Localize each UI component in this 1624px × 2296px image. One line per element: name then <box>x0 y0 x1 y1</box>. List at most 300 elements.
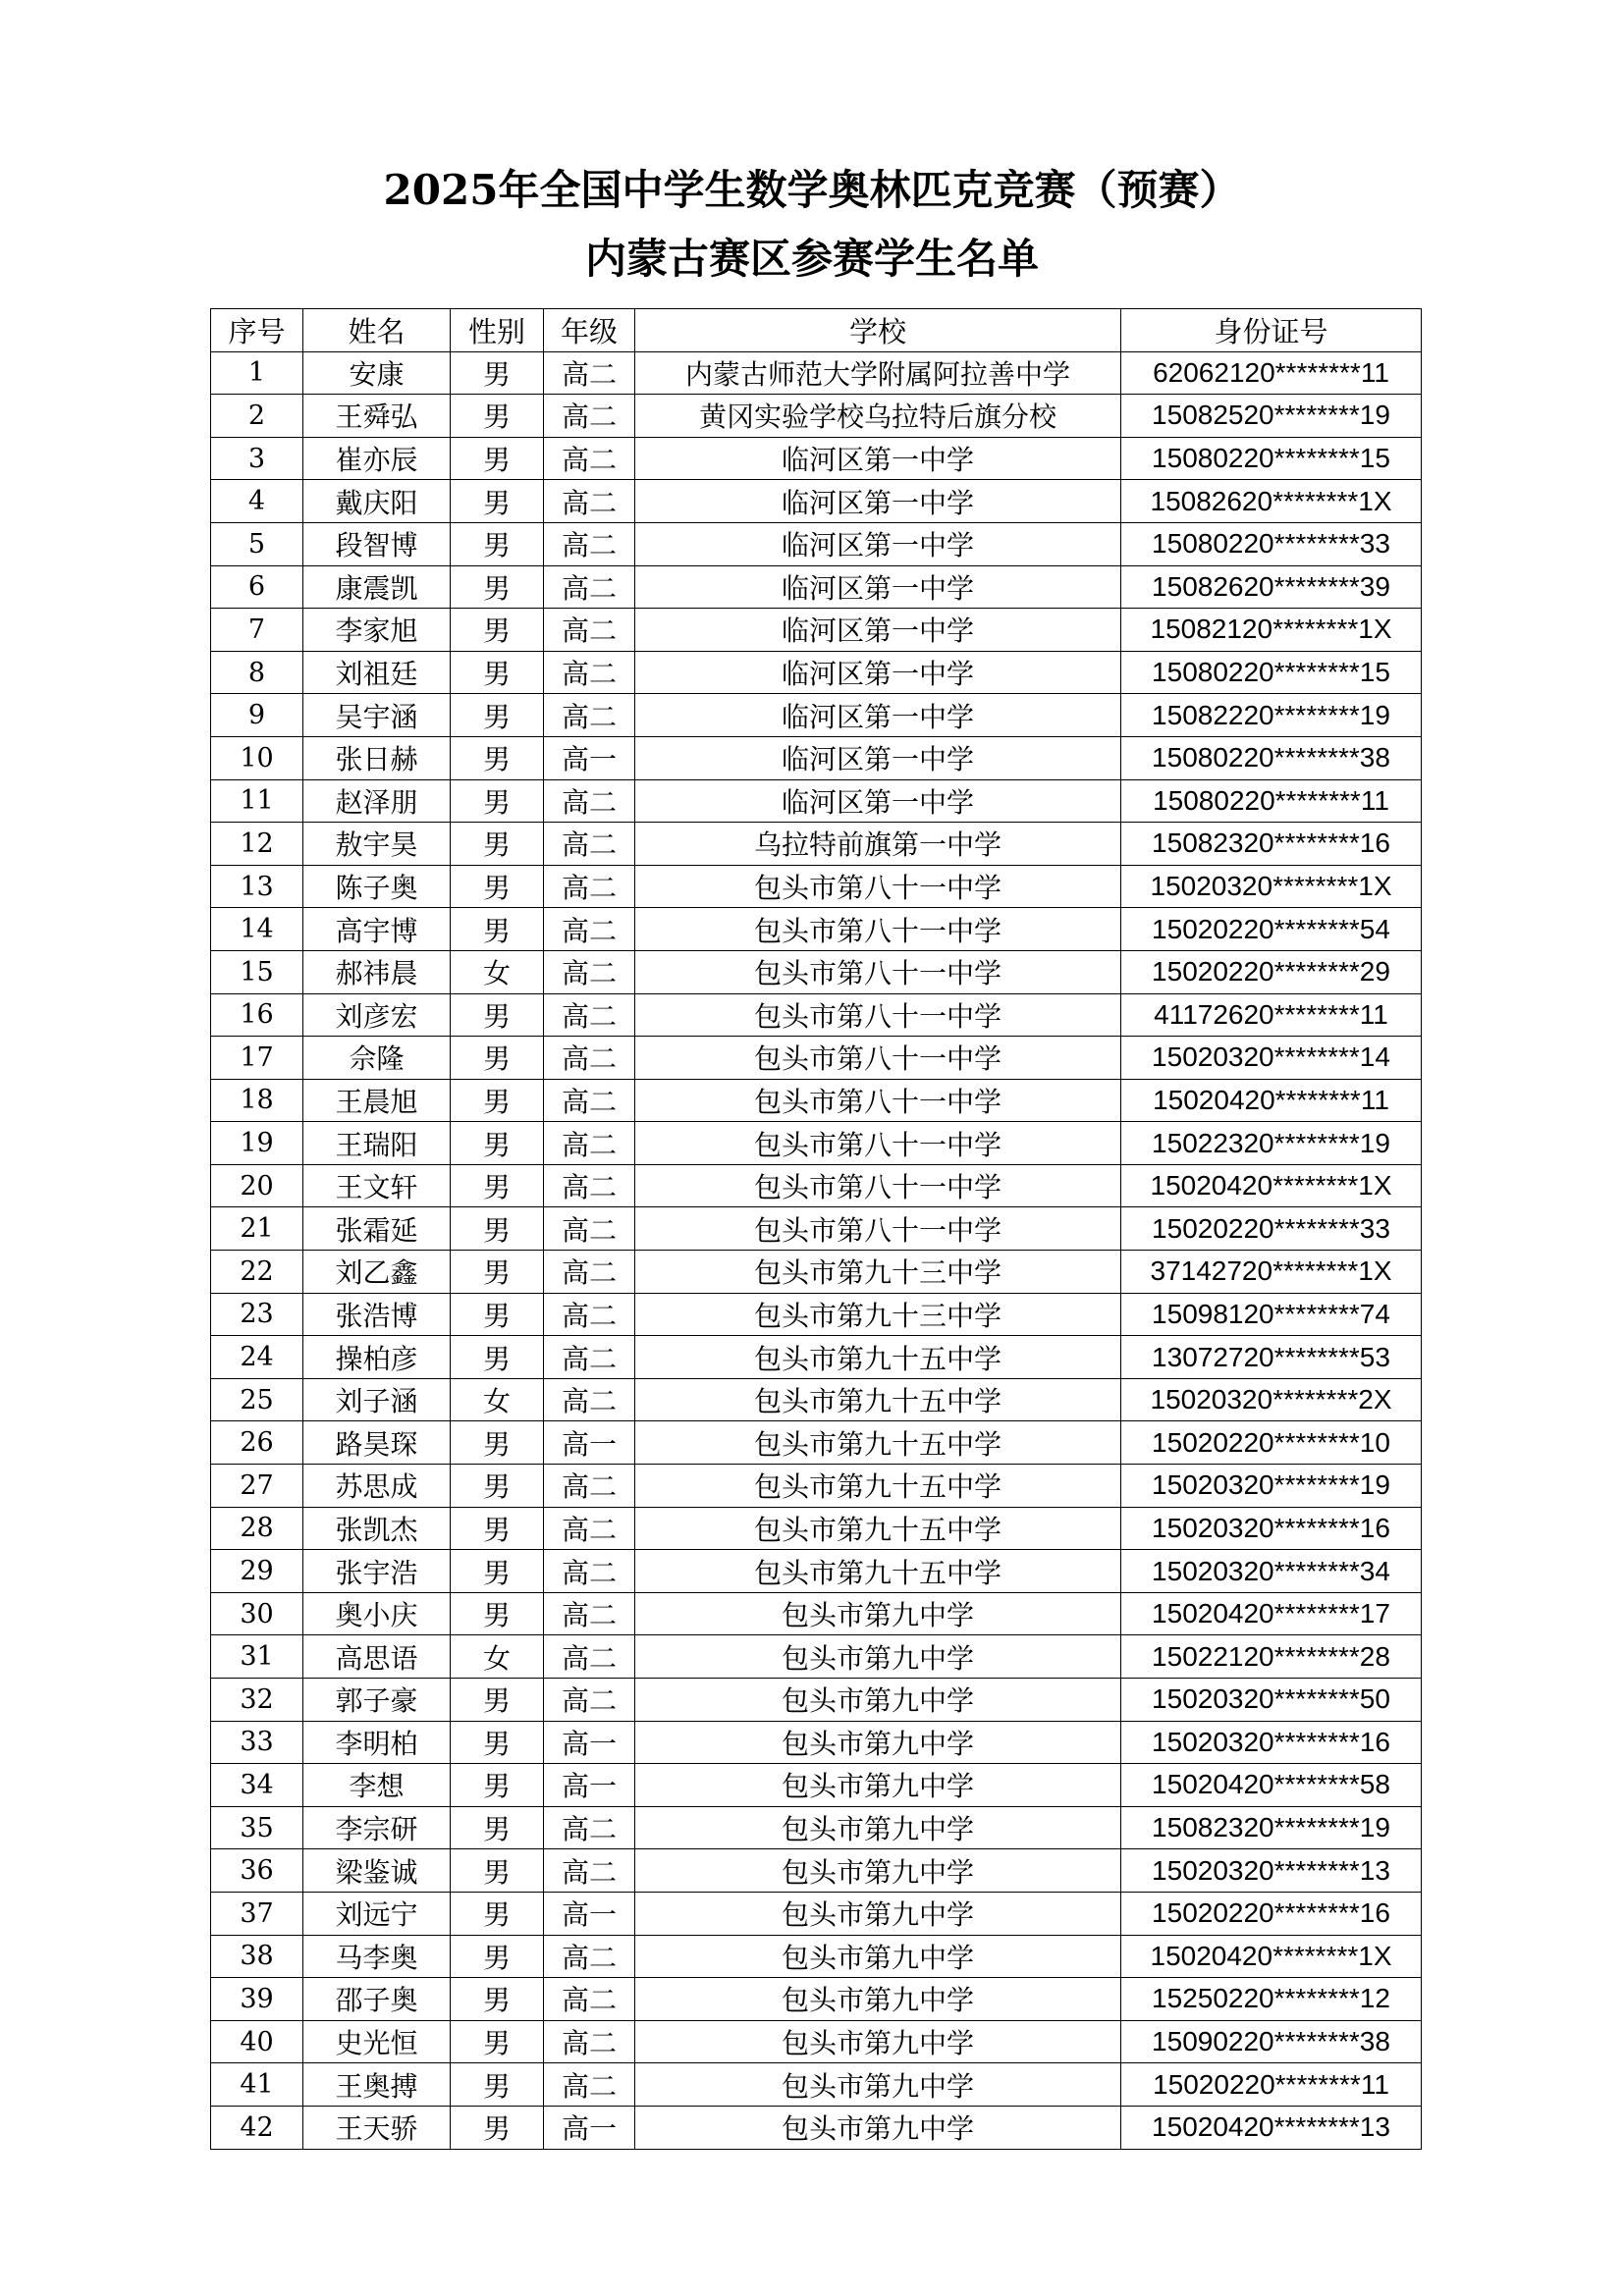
cell-sex: 男 <box>451 480 544 523</box>
cell-no: 41 <box>211 2063 303 2107</box>
cell-id: 15080220********38 <box>1121 736 1422 779</box>
cell-name: 邵子奥 <box>303 1978 451 2021</box>
table-row <box>211 651 1422 694</box>
cell-name: 刘子涵 <box>303 1378 451 1421</box>
cell-sex: 男 <box>451 1592 544 1635</box>
cell-id: 37142720********1X <box>1121 1251 1422 1294</box>
cell-name: 王奥搏 <box>303 2063 451 2107</box>
cell-school: 临河区第一中学 <box>635 779 1121 823</box>
cell-school: 包头市第九十五中学 <box>635 1378 1121 1421</box>
cell-grade: 高二 <box>544 694 635 737</box>
cell-grade: 高二 <box>544 609 635 652</box>
table-body <box>211 351 1422 2149</box>
cell-sex: 男 <box>451 2063 544 2107</box>
cell-grade: 高二 <box>544 908 635 951</box>
cell-name: 王文轩 <box>303 1164 451 1207</box>
cell-sex: 男 <box>451 1507 544 1550</box>
table-row <box>211 1465 1422 1508</box>
cell-school: 包头市第九中学 <box>635 1849 1121 1893</box>
table-row <box>211 1421 1422 1465</box>
cell-grade: 高二 <box>544 1592 635 1635</box>
cell-sex: 男 <box>451 565 544 609</box>
table-row <box>211 1207 1422 1251</box>
cell-name: 王瑞阳 <box>303 1122 451 1165</box>
cell-grade: 高二 <box>544 779 635 823</box>
cell-school: 临河区第一中学 <box>635 736 1121 779</box>
cell-no: 21 <box>211 1207 303 1251</box>
cell-school: 内蒙古师范大学附属阿拉善中学 <box>635 351 1121 395</box>
cell-sex: 男 <box>451 1806 544 1849</box>
cell-grade: 高二 <box>544 480 635 523</box>
cell-sex: 男 <box>451 437 544 480</box>
cell-no: 25 <box>211 1378 303 1421</box>
cell-sex: 女 <box>451 1378 544 1421</box>
cell-id: 15020420********13 <box>1121 2106 1422 2149</box>
cell-id: 15082220********19 <box>1121 694 1422 737</box>
cell-grade: 高二 <box>544 993 635 1037</box>
table-header-row <box>211 309 1422 352</box>
cell-school: 临河区第一中学 <box>635 437 1121 480</box>
cell-sex: 男 <box>451 1293 544 1336</box>
cell-grade: 高二 <box>544 950 635 993</box>
table-row <box>211 823 1422 866</box>
cell-name: 马李奥 <box>303 1935 451 1978</box>
cell-sex: 男 <box>451 908 544 951</box>
table-row <box>211 1037 1422 1080</box>
cell-grade: 高二 <box>544 1079 635 1122</box>
cell-no: 29 <box>211 1550 303 1593</box>
cell-sex: 男 <box>451 1892 544 1935</box>
cell-grade: 高二 <box>544 1679 635 1722</box>
cell-name: 郝祎晨 <box>303 950 451 993</box>
cell-school: 包头市第九中学 <box>635 1721 1121 1764</box>
cell-sex: 男 <box>451 395 544 438</box>
cell-id: 15020420********58 <box>1121 1764 1422 1807</box>
cell-id: 15020320********34 <box>1121 1550 1422 1593</box>
cell-school: 包头市第九十五中学 <box>635 1421 1121 1465</box>
cell-id: 15020220********10 <box>1121 1421 1422 1465</box>
cell-no: 2 <box>211 395 303 438</box>
cell-sex: 男 <box>451 1037 544 1080</box>
cell-name: 高思语 <box>303 1635 451 1679</box>
cell-id: 15082620********1X <box>1121 480 1422 523</box>
cell-sex: 男 <box>451 1207 544 1251</box>
cell-grade: 高二 <box>544 395 635 438</box>
cell-school: 包头市第八十一中学 <box>635 1207 1121 1251</box>
cell-school: 包头市第八十一中学 <box>635 908 1121 951</box>
cell-name: 赵泽朋 <box>303 779 451 823</box>
table-row <box>211 1978 1422 2021</box>
table-row <box>211 1507 1422 1550</box>
cell-school: 临河区第一中学 <box>635 651 1121 694</box>
cell-id: 15022120********28 <box>1121 1635 1422 1679</box>
table-row <box>211 437 1422 480</box>
cell-name: 郭子豪 <box>303 1679 451 1722</box>
cell-no: 3 <box>211 437 303 480</box>
cell-no: 8 <box>211 651 303 694</box>
cell-no: 34 <box>211 1764 303 1807</box>
table-row <box>211 1293 1422 1336</box>
cell-grade: 高二 <box>544 1550 635 1593</box>
cell-sex: 男 <box>451 1251 544 1294</box>
cell-grade: 高二 <box>544 565 635 609</box>
cell-id: 15020420********17 <box>1121 1592 1422 1635</box>
cell-sex: 男 <box>451 522 544 565</box>
cell-sex: 男 <box>451 2020 544 2063</box>
table-row <box>211 736 1422 779</box>
cell-name: 吴宇涵 <box>303 694 451 737</box>
header-name: 姓名 <box>303 309 451 352</box>
cell-name: 苏思成 <box>303 1465 451 1508</box>
cell-no: 13 <box>211 865 303 908</box>
cell-name: 刘彦宏 <box>303 993 451 1037</box>
cell-id: 15020420********1X <box>1121 1164 1422 1207</box>
cell-sex: 男 <box>451 993 544 1037</box>
cell-no: 27 <box>211 1465 303 1508</box>
cell-id: 15020320********50 <box>1121 1679 1422 1722</box>
cell-school: 包头市第九十五中学 <box>635 1507 1121 1550</box>
cell-sex: 男 <box>451 1550 544 1593</box>
cell-no: 15 <box>211 950 303 993</box>
header-grade: 年级 <box>544 309 635 352</box>
cell-grade: 高二 <box>544 1037 635 1080</box>
header-no: 序号 <box>211 309 303 352</box>
cell-name: 张日赫 <box>303 736 451 779</box>
table-row <box>211 480 1422 523</box>
cell-school: 包头市第八十一中学 <box>635 1164 1121 1207</box>
cell-school: 黄冈实验学校乌拉特后旗分校 <box>635 395 1121 438</box>
cell-id: 15020320********14 <box>1121 1037 1422 1080</box>
cell-grade: 高一 <box>544 1892 635 1935</box>
cell-grade: 高二 <box>544 1293 635 1336</box>
cell-name: 王晨旭 <box>303 1079 451 1122</box>
table-row <box>211 950 1422 993</box>
cell-sex: 男 <box>451 1465 544 1508</box>
cell-name: 李家旭 <box>303 609 451 652</box>
cell-grade: 高二 <box>544 1336 635 1379</box>
cell-school: 包头市第八十一中学 <box>635 993 1121 1037</box>
cell-sex: 男 <box>451 1721 544 1764</box>
cell-school: 临河区第一中学 <box>635 522 1121 565</box>
table-row <box>211 993 1422 1037</box>
cell-name: 安康 <box>303 351 451 395</box>
cell-name: 崔亦辰 <box>303 437 451 480</box>
cell-school: 包头市第九中学 <box>635 1764 1121 1807</box>
cell-school: 临河区第一中学 <box>635 609 1121 652</box>
cell-id: 41172620********11 <box>1121 993 1422 1037</box>
table-row <box>211 2063 1422 2107</box>
cell-name: 刘乙鑫 <box>303 1251 451 1294</box>
cell-sex: 男 <box>451 651 544 694</box>
cell-no: 20 <box>211 1164 303 1207</box>
cell-grade: 高一 <box>544 2106 635 2149</box>
cell-grade: 高二 <box>544 351 635 395</box>
cell-name: 王天骄 <box>303 2106 451 2149</box>
cell-id: 15020220********54 <box>1121 908 1422 951</box>
table-row <box>211 1935 1422 1978</box>
header-school: 学校 <box>635 309 1121 352</box>
cell-grade: 高二 <box>544 1164 635 1207</box>
header-sex: 性别 <box>451 309 544 352</box>
cell-sex: 男 <box>451 779 544 823</box>
cell-no: 24 <box>211 1336 303 1379</box>
cell-id: 15020420********1X <box>1121 1935 1422 1978</box>
cell-school: 包头市第九十三中学 <box>635 1251 1121 1294</box>
cell-grade: 高二 <box>544 1378 635 1421</box>
table-row <box>211 1764 1422 1807</box>
cell-school: 包头市第九中学 <box>635 1892 1121 1935</box>
table-row <box>211 1635 1422 1679</box>
cell-name: 佘隆 <box>303 1037 451 1080</box>
table-row <box>211 1378 1422 1421</box>
cell-id: 15020220********11 <box>1121 2063 1422 2107</box>
table-row <box>211 351 1422 395</box>
cell-sex: 男 <box>451 2106 544 2149</box>
student-list-table <box>210 308 1422 2150</box>
table-row <box>211 522 1422 565</box>
cell-grade: 高一 <box>544 1421 635 1465</box>
cell-name: 李宗研 <box>303 1806 451 1849</box>
cell-no: 6 <box>211 565 303 609</box>
table-row <box>211 609 1422 652</box>
cell-sex: 男 <box>451 1079 544 1122</box>
cell-no: 32 <box>211 1679 303 1722</box>
table-row <box>211 1721 1422 1764</box>
cell-no: 7 <box>211 609 303 652</box>
cell-no: 33 <box>211 1721 303 1764</box>
table-row <box>211 694 1422 737</box>
cell-name: 段智博 <box>303 522 451 565</box>
cell-name: 康震凯 <box>303 565 451 609</box>
cell-no: 40 <box>211 2020 303 2063</box>
cell-no: 30 <box>211 1592 303 1635</box>
header-id: 身份证号 <box>1121 309 1422 352</box>
cell-sex: 女 <box>451 950 544 993</box>
cell-school: 包头市第九中学 <box>635 2063 1121 2107</box>
cell-school: 临河区第一中学 <box>635 480 1121 523</box>
cell-no: 19 <box>211 1122 303 1165</box>
cell-id: 15080220********11 <box>1121 779 1422 823</box>
table-row <box>211 1251 1422 1294</box>
cell-grade: 高二 <box>544 1251 635 1294</box>
cell-name: 敖宇昊 <box>303 823 451 866</box>
table-row <box>211 1122 1422 1165</box>
cell-sex: 男 <box>451 823 544 866</box>
table-row <box>211 865 1422 908</box>
table-row <box>211 1079 1422 1122</box>
cell-school: 临河区第一中学 <box>635 565 1121 609</box>
cell-id: 15082620********39 <box>1121 565 1422 609</box>
cell-id: 15082120********1X <box>1121 609 1422 652</box>
cell-no: 42 <box>211 2106 303 2149</box>
table-row <box>211 908 1422 951</box>
cell-grade: 高二 <box>544 437 635 480</box>
cell-name: 路昊琛 <box>303 1421 451 1465</box>
cell-no: 23 <box>211 1293 303 1336</box>
cell-sex: 男 <box>451 1849 544 1893</box>
cell-grade: 高一 <box>544 1721 635 1764</box>
cell-school: 包头市第九十五中学 <box>635 1550 1121 1593</box>
cell-name: 张霜延 <box>303 1207 451 1251</box>
cell-name: 张凯杰 <box>303 1507 451 1550</box>
cell-no: 36 <box>211 1849 303 1893</box>
cell-grade: 高二 <box>544 1507 635 1550</box>
cell-no: 4 <box>211 480 303 523</box>
cell-id: 15080220********15 <box>1121 437 1422 480</box>
cell-no: 9 <box>211 694 303 737</box>
cell-school: 乌拉特前旗第一中学 <box>635 823 1121 866</box>
cell-no: 28 <box>211 1507 303 1550</box>
cell-grade: 高二 <box>544 1635 635 1679</box>
cell-id: 15020320********16 <box>1121 1721 1422 1764</box>
cell-no: 12 <box>211 823 303 866</box>
cell-grade: 高二 <box>544 2063 635 2107</box>
cell-school: 包头市第九中学 <box>635 1679 1121 1722</box>
cell-school: 包头市第九十三中学 <box>635 1293 1121 1336</box>
cell-school: 包头市第九中学 <box>635 1592 1121 1635</box>
cell-id: 15020320********13 <box>1121 1849 1422 1893</box>
cell-name: 高宇博 <box>303 908 451 951</box>
cell-id: 15022320********19 <box>1121 1122 1422 1165</box>
cell-no: 14 <box>211 908 303 951</box>
cell-no: 18 <box>211 1079 303 1122</box>
cell-name: 奥小庆 <box>303 1592 451 1635</box>
cell-school: 包头市第九中学 <box>635 2106 1121 2149</box>
cell-grade: 高二 <box>544 1978 635 2021</box>
cell-id: 15020320********2X <box>1121 1378 1422 1421</box>
cell-grade: 高二 <box>544 2020 635 2063</box>
cell-sex: 男 <box>451 1164 544 1207</box>
cell-id: 15020320********19 <box>1121 1465 1422 1508</box>
cell-sex: 男 <box>451 1679 544 1722</box>
cell-school: 包头市第八十一中学 <box>635 865 1121 908</box>
cell-school: 包头市第九十五中学 <box>635 1336 1121 1379</box>
cell-id: 15020220********33 <box>1121 1207 1422 1251</box>
cell-sex: 男 <box>451 1421 544 1465</box>
cell-no: 31 <box>211 1635 303 1679</box>
cell-id: 15020420********11 <box>1121 1079 1422 1122</box>
cell-school: 包头市第九中学 <box>635 1978 1121 2021</box>
cell-id: 15020320********1X <box>1121 865 1422 908</box>
cell-school: 包头市第九中学 <box>635 1935 1121 1978</box>
cell-school: 包头市第八十一中学 <box>635 1037 1121 1080</box>
cell-name: 陈子奥 <box>303 865 451 908</box>
cell-school: 包头市第九中学 <box>635 1806 1121 1849</box>
table-row <box>211 779 1422 823</box>
cell-id: 62062120********11 <box>1121 351 1422 395</box>
cell-id: 15082320********19 <box>1121 1806 1422 1849</box>
cell-sex: 男 <box>451 609 544 652</box>
cell-grade: 高一 <box>544 736 635 779</box>
cell-no: 39 <box>211 1978 303 2021</box>
cell-grade: 高二 <box>544 651 635 694</box>
cell-grade: 高二 <box>544 1122 635 1165</box>
page-title-line-1: 2025年全国中学生数学奥林匹克竞赛（预赛） <box>383 166 1241 214</box>
table-row <box>211 2106 1422 2149</box>
cell-sex: 男 <box>451 1978 544 2021</box>
cell-id: 15080220********33 <box>1121 522 1422 565</box>
cell-school: 包头市第八十一中学 <box>635 1079 1121 1122</box>
cell-name: 操柏彦 <box>303 1336 451 1379</box>
cell-name: 张宇浩 <box>303 1550 451 1593</box>
cell-name: 史光恒 <box>303 2020 451 2063</box>
table-row <box>211 1849 1422 1893</box>
cell-name: 刘祖廷 <box>303 651 451 694</box>
cell-name: 李明柏 <box>303 1721 451 1764</box>
table-row <box>211 1164 1422 1207</box>
cell-grade: 高二 <box>544 1207 635 1251</box>
cell-no: 5 <box>211 522 303 565</box>
cell-school: 包头市第九中学 <box>635 2020 1121 2063</box>
table-row <box>211 2020 1422 2063</box>
cell-id: 15250220********12 <box>1121 1978 1422 2021</box>
cell-no: 22 <box>211 1251 303 1294</box>
cell-school: 临河区第一中学 <box>635 694 1121 737</box>
cell-name: 李想 <box>303 1764 451 1807</box>
cell-name: 戴庆阳 <box>303 480 451 523</box>
table-row <box>211 395 1422 438</box>
table-row <box>211 1336 1422 1379</box>
table-row <box>211 1550 1422 1593</box>
cell-grade: 高二 <box>544 865 635 908</box>
cell-name: 梁鉴诚 <box>303 1849 451 1893</box>
cell-school: 包头市第八十一中学 <box>635 1122 1121 1165</box>
cell-no: 10 <box>211 736 303 779</box>
cell-id: 15020220********29 <box>1121 950 1422 993</box>
table-row <box>211 1592 1422 1635</box>
cell-grade: 高二 <box>544 1935 635 1978</box>
cell-no: 37 <box>211 1892 303 1935</box>
cell-sex: 男 <box>451 1122 544 1165</box>
cell-sex: 男 <box>451 694 544 737</box>
cell-school: 包头市第九十五中学 <box>635 1465 1121 1508</box>
cell-name: 王舜弘 <box>303 395 451 438</box>
cell-grade: 高二 <box>544 1849 635 1893</box>
table-row <box>211 565 1422 609</box>
cell-name: 张浩博 <box>303 1293 451 1336</box>
cell-sex: 男 <box>451 865 544 908</box>
cell-id: 15082520********19 <box>1121 395 1422 438</box>
cell-no: 17 <box>211 1037 303 1080</box>
cell-id: 15080220********15 <box>1121 651 1422 694</box>
cell-sex: 女 <box>451 1635 544 1679</box>
cell-name: 刘远宁 <box>303 1892 451 1935</box>
cell-id: 13072720********53 <box>1121 1336 1422 1379</box>
cell-id: 15082320********16 <box>1121 823 1422 866</box>
cell-grade: 高二 <box>544 1806 635 1849</box>
cell-id: 15098120********74 <box>1121 1293 1422 1336</box>
cell-grade: 高一 <box>544 1764 635 1807</box>
cell-sex: 男 <box>451 1935 544 1978</box>
table-row <box>211 1679 1422 1722</box>
page-title-line-2: 内蒙古赛区参赛学生名单 <box>584 235 1039 283</box>
cell-school: 包头市第八十一中学 <box>635 950 1121 993</box>
cell-id: 15020320********16 <box>1121 1507 1422 1550</box>
cell-grade: 高二 <box>544 1465 635 1508</box>
cell-sex: 男 <box>451 736 544 779</box>
cell-school: 包头市第九中学 <box>635 1635 1121 1679</box>
cell-no: 16 <box>211 993 303 1037</box>
cell-no: 1 <box>211 351 303 395</box>
cell-id: 15020220********16 <box>1121 1892 1422 1935</box>
table-row <box>211 1806 1422 1849</box>
cell-grade: 高二 <box>544 823 635 866</box>
cell-no: 38 <box>211 1935 303 1978</box>
cell-sex: 男 <box>451 1336 544 1379</box>
cell-id: 15090220********38 <box>1121 2020 1422 2063</box>
table-row <box>211 1892 1422 1935</box>
cell-no: 35 <box>211 1806 303 1849</box>
